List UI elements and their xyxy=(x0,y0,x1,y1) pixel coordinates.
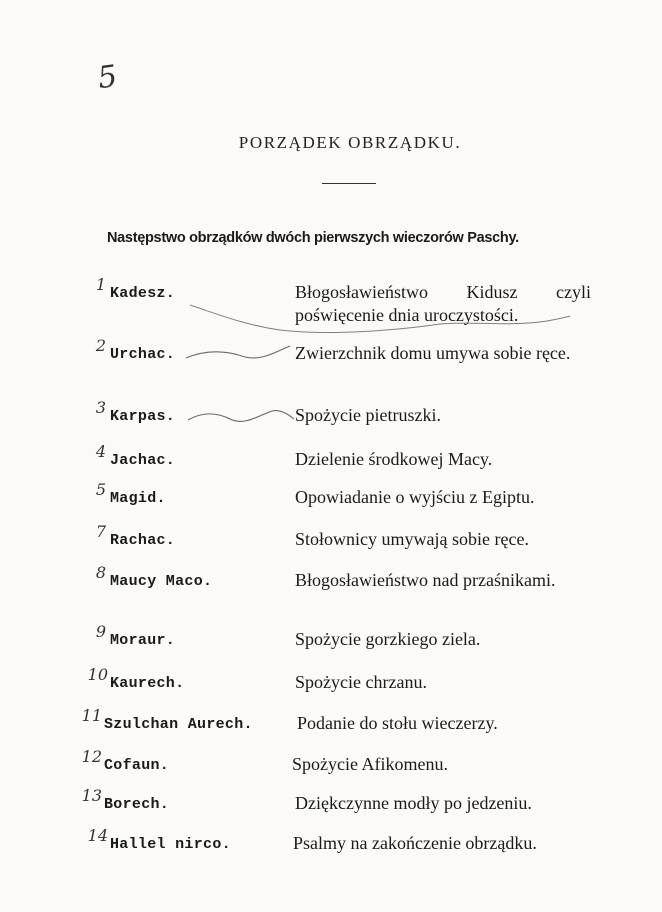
step-description: Psalmy na zakończenie obrządku. xyxy=(293,833,537,853)
step-name: Borech. xyxy=(104,796,170,813)
step-name: Szulchan Aurech. xyxy=(104,716,253,733)
step-number: 3 xyxy=(95,398,106,417)
step-number: 14 xyxy=(87,826,108,845)
step-number: 9 xyxy=(95,622,106,641)
step-number: 4 xyxy=(95,442,106,461)
step-number: 1 xyxy=(95,275,106,294)
step-description: Stołownicy umywają sobie ręce. xyxy=(295,529,529,549)
step-name: Urchac. xyxy=(110,346,176,363)
step-description: Spożycie chrzanu. xyxy=(295,672,427,692)
step-number: 10 xyxy=(87,665,108,684)
step-name: Kadesz. xyxy=(110,285,176,302)
step-name: Magid. xyxy=(110,490,166,507)
step-name: Jachac. xyxy=(110,452,176,469)
step-number: 12 xyxy=(81,747,102,766)
step-name: Moraur. xyxy=(110,632,176,649)
title-divider xyxy=(322,183,376,184)
section-subtitle: Następstwo obrządków dwóch pierwszych wieczorów Paschy. xyxy=(107,230,519,246)
step-description: Błogosławieństwo nad przaśnikami. xyxy=(295,570,556,590)
step-number: 8 xyxy=(95,563,106,582)
step-name: Rachac. xyxy=(110,532,176,549)
step-number: 11 xyxy=(81,706,102,725)
step-description: Błogosławieństwo Kidusz czyli poświęcenie dnia uroczystości. xyxy=(295,282,591,325)
step-description: Zwierzchnik domu umywa sobie ręce. xyxy=(295,343,571,363)
step-description: Dziękczynne modły po jedzeniu. xyxy=(295,793,532,813)
step-description: Opowiadanie o wyjściu z Egiptu. xyxy=(295,487,535,507)
step-name: Maucy Maco. xyxy=(110,573,213,590)
step-name: Hallel nirco. xyxy=(110,836,231,853)
step-number: 5 xyxy=(95,480,106,499)
step-description: Spożycie pietruszki. xyxy=(295,405,441,425)
pen-stroke-karpas xyxy=(188,411,294,422)
pen-stroke-urchac xyxy=(186,346,290,358)
step-name: Kaurech. xyxy=(110,675,185,692)
step-number: 2 xyxy=(95,336,106,355)
step-description: Dzielenie środkowej Macy. xyxy=(295,449,493,469)
step-number: 13 xyxy=(81,786,102,805)
step-description: Podanie do stołu wieczerzy. xyxy=(297,713,498,733)
page-number: 5 xyxy=(95,58,120,97)
step-number: 7 xyxy=(95,522,106,541)
step-name: Karpas. xyxy=(110,408,176,425)
step-description: Spożycie Afikomenu. xyxy=(292,754,448,774)
step-description: Spożycie gorzkiego ziela. xyxy=(295,629,481,649)
step-name: Cofaun. xyxy=(104,757,170,774)
page-title: PORZĄDEK OBRZĄDKU. xyxy=(238,133,462,152)
